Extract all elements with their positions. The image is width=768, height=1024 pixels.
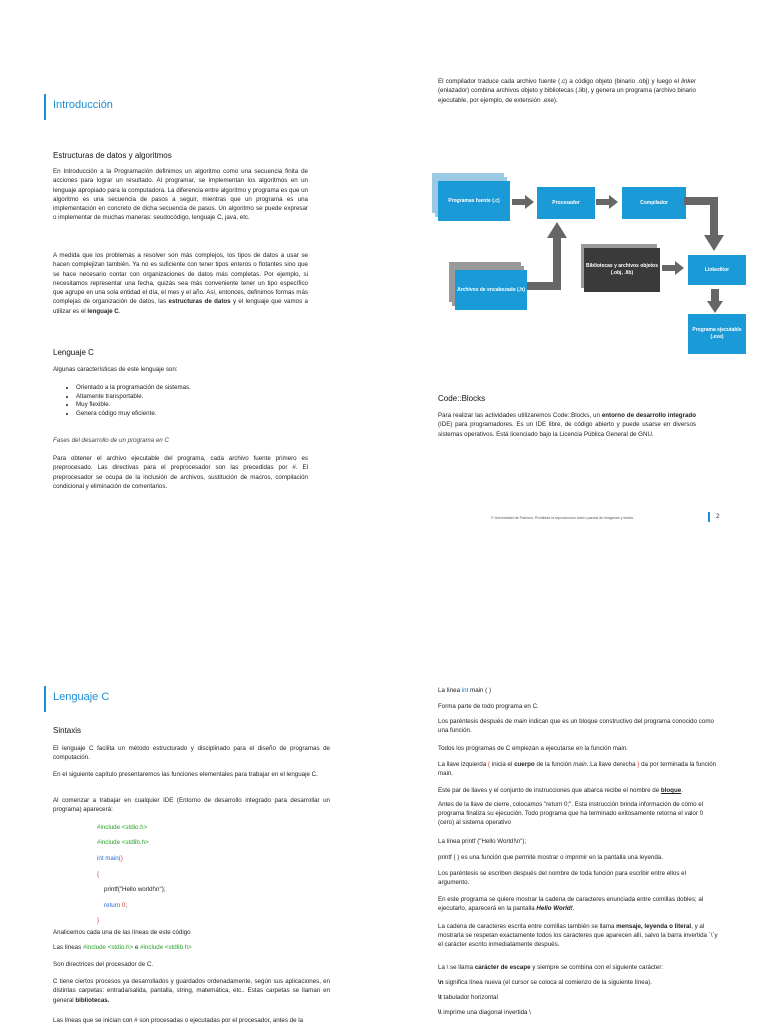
line-bloque: Este par de llaves y el conjunto de instrucciones que abarca recibe el nombre de bloque.: [438, 787, 683, 794]
paragraph-ide: Al comenzar a trabajar en cualquier IDE (Entorno de desarrollo integrado para desarrollar un programa) aparecerá:: [53, 797, 330, 814]
line-printf-func: printf ( ) es una función que permite mostrar o imprimir en la pantalla una leyenda.: [438, 854, 663, 861]
line-cadena: La cadena de caracteres escrita entre comillas también se llama mensaje, leyenda o literal, y al mostrarla se respetan exactamente todos los caracteres que aparecen allí, salvo la barra invertida `\`y el carácter escrito inmediatamente después.: [438, 923, 718, 949]
paragraph-estructuras: A medida que los problemas a resolver son más complejos, los tipos de datos a usar se hacen complejizan también. Ya no es suficiente con tener tipos enteros o flotantes sino que se hace necesario contar con organizaciones de datos más completas. Por ejemplo, si necesitamos representar una fecha, quizás sea más conveniente tener un tipo específico que agrupe en una sola entidad el día, el mes y el año. Así, entonces, definimos formas más complejas de organización de datos, las estructuras de datos y el lenguaje que vamos a utilizar es el lenguaje C.: [53, 252, 308, 315]
line-forma-parte: Forma parte de todo programa en C.: [438, 703, 539, 710]
box-programas-fuente: Programas fuente (.c): [438, 181, 510, 221]
list-item: • Muy flexible.: [76, 401, 316, 410]
subtitle-sintaxis: Sintaxis: [53, 726, 82, 735]
line-tab: \t tabulador horizontal: [438, 994, 498, 1001]
line-hello-world: En este programa se quiere mostrar la cadena de caracteres enunciada entre comillas dobles; al ejecutarlo, aparecerá en la pantalla Hello World!.: [438, 896, 704, 913]
paragraph-bibliotecas: C tiene ciertos procesos ya desarrollados y guardados ordenadamente, según sus aplicaciones, en distintas carpetas: entrada/salida, pantalla, string, matemática, etc.. Estas carpetas se llaman en general bibliotecas.: [53, 978, 330, 1004]
line-return: Antes de la llave de cierre, colocamos "return 0;". Esta instrucción brinda información de cómo el programa finaliza su ejecución. Todo programa que ha terminado exitosamente retorna el valor 0 (cero) al sistema operativo: [438, 801, 704, 827]
code-line: return 0;: [104, 902, 128, 909]
arrow-right-icon: [512, 195, 536, 209]
box-compilador: Compilador: [622, 187, 686, 219]
characteristics-intro: Algunas características de este lenguaje son:: [53, 366, 178, 373]
elbow-arrow-up-icon: [527, 222, 567, 290]
page-2: [384, 0, 768, 512]
arrow-right-icon: [662, 261, 686, 275]
subtitle-estructuras: Estructuras de datos y algoritmos: [53, 151, 172, 160]
line-parentesis: Los paréntesis después de main indican que es un bloque constructivo del programa conocido como una función.: [438, 718, 714, 735]
box-linkeditor: Linkeditor: [688, 255, 746, 285]
fases-heading: Fases del desarrollo de un programa en C: [53, 437, 169, 444]
line-backslash: \\ imprime una diagonal invertida \: [438, 1009, 531, 1016]
characteristics-list: [62, 384, 316, 418]
paragraph-compilador: El compilador traduce cada archivo fuente (.c) a código objeto (binario .obj) y luego el linker (enlazador) combina archivos objeto y bibliotecas (.lib), y genera un programa (archivo binario ejecutable, por ejemplo, de extensión .exe).: [438, 78, 696, 104]
line-printf: La línea printf ("Hello World!\n");: [438, 838, 527, 845]
code-line: int main(): [97, 855, 123, 862]
code-line: #include <stdlib.h>: [97, 839, 149, 846]
paragraph-includes: Las líneas #include <stdio.h> e #include <stdlib.h>: [53, 944, 192, 951]
line-int-main: La línea int main ( ): [438, 687, 492, 694]
arrow-right-icon: [596, 195, 620, 209]
paragraph-metodo: El lenguaje C facilita un método estructurado y disciplinado para el diseño de programas de computación.: [53, 745, 330, 762]
subtitle-lenguaje-c: Lenguaje C: [53, 348, 94, 357]
elbow-arrow-down-icon: [684, 195, 724, 253]
section-title: Lenguaje C: [44, 686, 109, 712]
paragraph-algoritmo: En Introducción a la Programación definimos un algoritmo como una secuencia finita de acciones para lograr un resultado. Al programar, se implementan los algoritmos en un lenguaje apropiado para la computadora. La diferencia entre algoritmo y programa es que un algoritmo es una secuencia de pasos a seguir, mientras que un programa es una implementación en concreto de dicha secuencia de pasos. Un algoritmo se puede expresar o implementar de muchas maneras: seudocódigo, lenguaje C, java, etc.: [53, 168, 308, 222]
code-line: {: [97, 871, 100, 878]
paragraph-codeblocks: Para realizar las actividades utilizaremos Code::Blocks, un entorno de desarrollo integrado (IDE) para programadores. Es un IDE libre, de código abierto y puede usarse en diversos sistemas operativos. Está licenciado bajo la Licencia Pública General de GNU.: [438, 412, 696, 438]
paragraph-preprocesador: Para obtener el archivo ejecutable del programa, cada archivo fuente primero es preprocesado. Las directivas para el preprocesador son las precedidas por #. El preprocesador se ocupa de la inclusión de archivos, sustitución de macros, compilación condicional y eliminación de comentarios.: [53, 455, 308, 490]
arrow-down-icon: [707, 289, 723, 313]
paragraph-analicemos: Analicemos cada una de las líneas de este código: [53, 929, 191, 936]
list-item: • Altamente transportable.: [76, 393, 316, 402]
line-argumento: Los paréntesis se escriben después del nombre de toda función para escribir entre ellos el argumento.: [438, 870, 686, 887]
box-archivos-encabezado: Archivos de encabezado (.h): [455, 270, 527, 310]
page-2-footer: © Universidad de Palermo. Prohibida la reproducción total o parcial de imágenes y textos.: [491, 516, 635, 520]
box-bibliotecas: Bibliotecas y archivos objetos (.obj, .lib): [584, 248, 660, 292]
page-marker: [708, 512, 710, 522]
paragraph-funciones: En el siguiente capítulo presentaremos las funciones elementales para trabajar en el lenguaje C.: [53, 771, 318, 778]
code-line: }: [97, 917, 100, 924]
list-item: • Genera código muy eficiente.: [76, 410, 316, 419]
line-escape: La \ se llama carácter de escape y siempre se combina con el siguiente carácter:: [438, 964, 663, 971]
section-title: Introducción: [44, 94, 113, 120]
code-line: #include <stdio.h>: [97, 824, 148, 831]
line-newline: \n significa línea nueva (el cursor se coloca al comienzo de la siguiente línea).: [438, 979, 652, 986]
list-item: • Orientado a la programación de sistemas.: [76, 384, 316, 393]
line-llave: La llave izquierda { inicia el cuerpo de la función main. La llave derecha } da por terminada la función main.: [438, 761, 717, 778]
page-number: 2: [716, 513, 720, 520]
line-todos-programas: Todos los programas de C empiezan a ejecutarse en la función main.: [438, 745, 628, 752]
subtitle-codeblocks: Code::Blocks: [438, 394, 486, 403]
paragraph-procesador: Las líneas que se inician con # son procesadas o ejecutadas por el procesador, antes de la: [53, 1017, 304, 1024]
paragraph-directrices: Son directrices del procesador de C.: [53, 961, 154, 968]
box-programa-ejecutable: Programa ejecutable (.exe): [688, 314, 746, 354]
code-line: printf("Hello world!\n");: [104, 886, 166, 893]
box-procesador: Procesador: [537, 187, 595, 219]
page-1: [0, 0, 384, 512]
page-3: [0, 512, 384, 1024]
